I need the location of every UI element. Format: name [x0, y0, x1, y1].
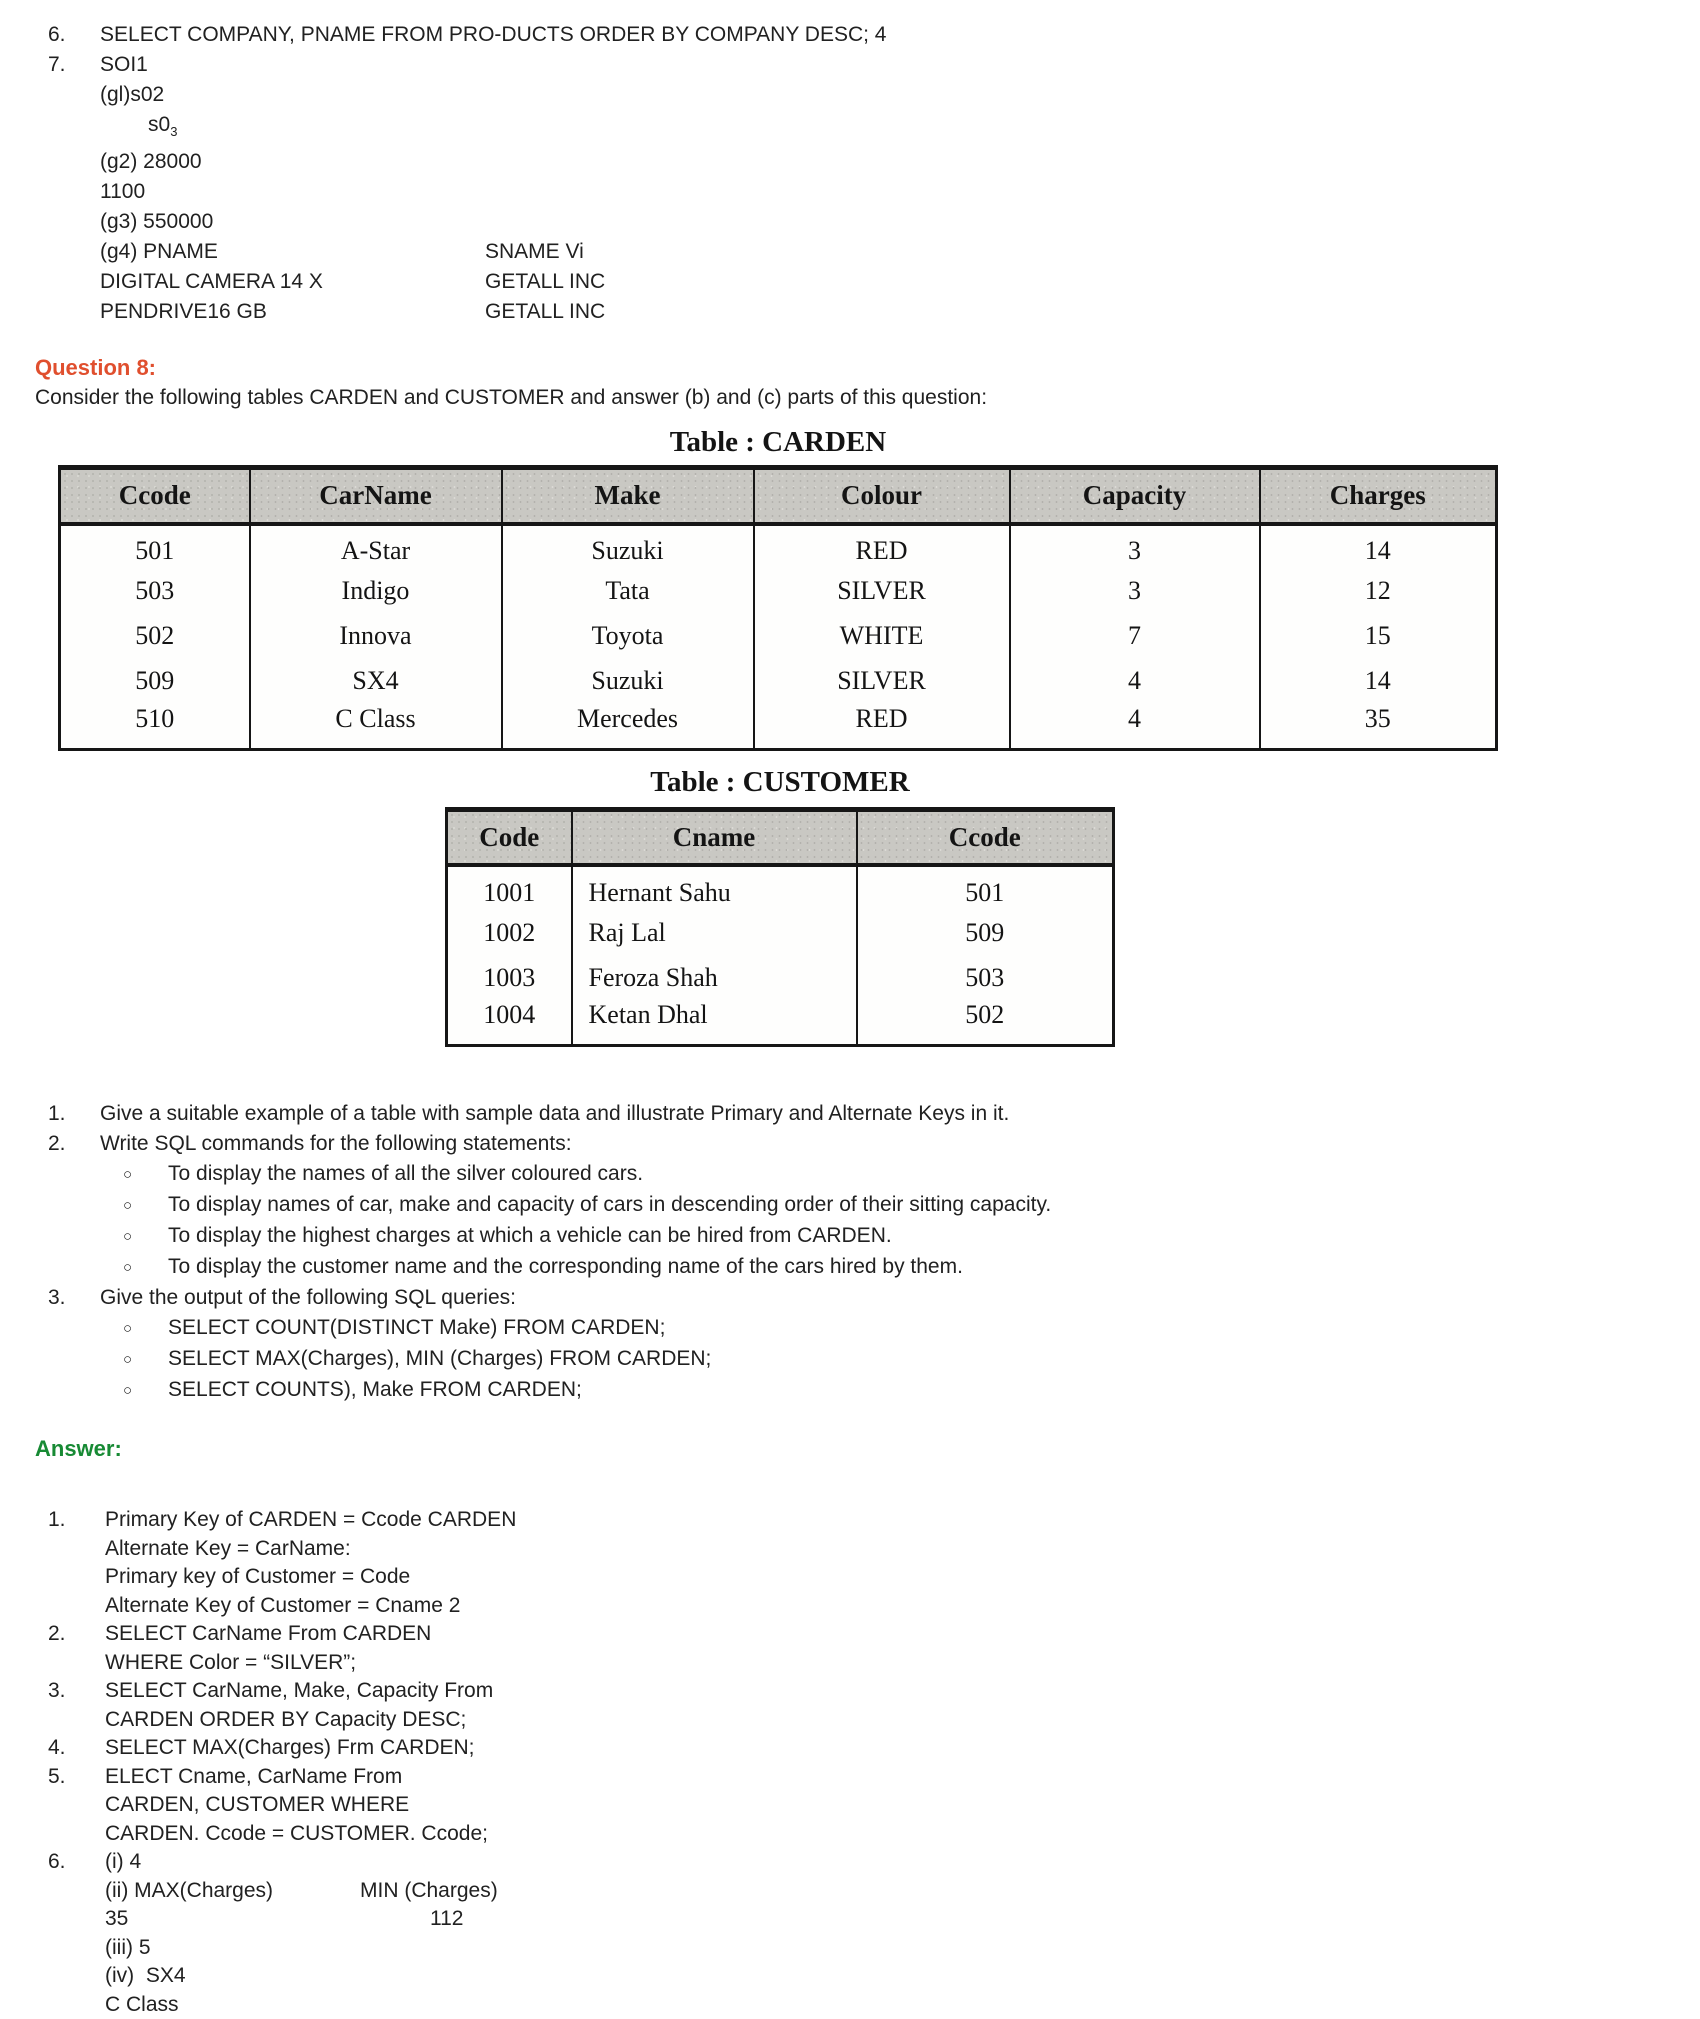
- item-text: SOI1: [100, 53, 148, 76]
- column-header: Charges: [1260, 468, 1497, 524]
- table-cell: 15: [1260, 614, 1497, 659]
- answer-line: Alternate Key = CarName:: [105, 1536, 351, 1560]
- item-text: Give the output of the following SQL queries:: [100, 1286, 516, 1310]
- col1-text: (ii) MAX(Charges): [105, 1878, 274, 1902]
- answer-item: [0, 1620, 1700, 1677]
- answer-line: C Class: [105, 1992, 179, 2016]
- two-column-line: [0, 237, 1700, 267]
- answer-line: (iii) 5: [105, 1935, 151, 1959]
- table-cell: 502: [857, 1000, 1114, 1046]
- carden-table: [58, 465, 1498, 751]
- table-cell: Hernant Sahu: [572, 865, 857, 910]
- two-column-line: [0, 297, 1700, 327]
- table-cell: C Class: [250, 704, 502, 750]
- bullet-text: To display names of car, make and capacity of cars in descending order of their sitting capacity.: [168, 1193, 1052, 1217]
- table-cell: RED: [754, 704, 1010, 750]
- item-number: 3.: [48, 1679, 66, 1703]
- answer-line: ELECT Cname, CarName From: [105, 1764, 403, 1788]
- customer-table: [445, 807, 1115, 1048]
- subscript-base: s0: [148, 113, 171, 136]
- item-number: 2.: [48, 1622, 66, 1646]
- item-number: 1.: [48, 1508, 66, 1532]
- item-text: SELECT COMPANY, PNAME FROM PRO-DUCTS ORDER BY COMPANY DESC; 4: [100, 23, 887, 46]
- answer-line: CARDEN, CUSTOMER WHERE: [105, 1793, 410, 1817]
- sub-line: (g3) 550000: [100, 210, 214, 234]
- bullet-text: To display the names of all the silver coloured cars.: [168, 1162, 644, 1186]
- table-cell: Tata: [502, 569, 754, 614]
- table-row: [60, 569, 1497, 614]
- sub-line: 1100: [100, 180, 146, 204]
- answer-line: SELECT CarName, Make, Capacity From: [105, 1679, 494, 1703]
- circle-bullet-icon: ○: [123, 1351, 133, 1369]
- sub-line: (gl)s02: [100, 83, 165, 106]
- answer-lines: [105, 1734, 1700, 1763]
- top-numbered-list: [0, 20, 1700, 327]
- table-cell: Feroza Shah: [572, 955, 857, 1000]
- answer-lines: [105, 1848, 1700, 2019]
- item-text: Give a suitable example of a table with sample data and illustrate Primary and Alternate Keys in it.: [100, 1102, 1010, 1126]
- answer-lines: [105, 1506, 1700, 1620]
- table-cell: A-Star: [250, 524, 502, 569]
- answer-lines: [105, 1677, 1700, 1734]
- table-cell: SILVER: [754, 569, 1010, 614]
- col1-text: PENDRIVE16 GB: [100, 300, 267, 324]
- table-cell: SILVER: [754, 659, 1010, 704]
- column-header: CarName: [250, 468, 502, 524]
- col1-text: 35: [105, 1907, 129, 1931]
- table-cell: Mercedes: [502, 704, 754, 750]
- table-row: [447, 1000, 1114, 1046]
- item-number: 6.: [48, 1850, 66, 1874]
- table-row: [60, 704, 1497, 750]
- table-cell: 4: [1010, 704, 1260, 750]
- circle-bullet-icon: ○: [123, 1259, 133, 1277]
- table-cell: 3: [1010, 569, 1260, 614]
- bullet-item: [0, 1313, 1700, 1344]
- table-cell: 1004: [483, 1000, 536, 1030]
- item-number: 4.: [48, 1736, 66, 1760]
- table-cell: WHITE: [754, 614, 1010, 659]
- answer-item: [0, 1734, 1700, 1763]
- circle-bullet-icon: ○: [123, 1228, 133, 1246]
- answer-line: CARDEN. Ccode = CUSTOMER. Ccode;: [105, 1821, 488, 1845]
- customer-table-title: Table : CUSTOMER: [650, 765, 910, 798]
- table-header-row: [60, 468, 1497, 524]
- column-header: Cname: [572, 809, 857, 865]
- answer-item: [0, 1848, 1700, 2019]
- list-item: [0, 20, 1700, 50]
- circle-bullet-icon: ○: [123, 1382, 133, 1400]
- answer-line: SELECT MAX(Charges) Frm CARDEN;: [105, 1736, 475, 1760]
- bullet-item: [0, 1221, 1700, 1252]
- table-cell: Indigo: [250, 569, 502, 614]
- answer-line: Alternate Key of Customer = Cname 2: [105, 1593, 461, 1617]
- sub-line: [0, 110, 1700, 147]
- table-cell: 510: [135, 703, 175, 733]
- item-number: 3.: [48, 1286, 66, 1310]
- bullet-text: SELECT MAX(Charges), MIN (Charges) FROM CARDEN;: [168, 1347, 712, 1371]
- answers-list: [0, 1506, 1700, 2019]
- question-heading: Question 8:: [35, 355, 157, 381]
- answer-item: [0, 1506, 1700, 1620]
- table-cell: 502: [135, 621, 175, 651]
- answer-item: [0, 1763, 1700, 1849]
- column-header: Code: [447, 809, 572, 865]
- column-header: Capacity: [1010, 468, 1260, 524]
- circle-bullet-icon: ○: [123, 1320, 133, 1338]
- item-text: Write SQL commands for the following statements:: [100, 1132, 572, 1156]
- table-row: [447, 910, 1114, 955]
- item-number: 6.: [48, 23, 66, 46]
- table-cell: 509: [857, 910, 1114, 955]
- table-cell: 4: [1010, 659, 1260, 704]
- answer-line: Primary key of Customer = Code: [105, 1565, 411, 1589]
- table-cell: Suzuki: [502, 659, 754, 704]
- column-header: Make: [502, 468, 754, 524]
- table-row: [447, 955, 1114, 1000]
- table-cell: SX4: [250, 659, 502, 704]
- table-header-row: [447, 809, 1114, 865]
- sub-line: (g2) 28000: [100, 150, 202, 174]
- table-cell: 14: [1260, 659, 1497, 704]
- carden-table-title: Table : CARDEN: [669, 426, 887, 459]
- table-cell: 501: [857, 865, 1114, 910]
- col1-text: DIGITAL CAMERA 14 X: [100, 270, 323, 294]
- carden-table-block: [58, 425, 1498, 751]
- table-cell: Raj Lal: [572, 910, 857, 955]
- answer-item: [0, 1677, 1700, 1734]
- table-cell: 509: [135, 666, 175, 696]
- table-cell: 503: [135, 576, 175, 606]
- table-row: [60, 659, 1497, 704]
- table-cell: Ketan Dhal: [572, 1000, 857, 1046]
- list-item: [0, 1283, 1700, 1313]
- bullet-item: [0, 1159, 1700, 1190]
- column-header: Ccode: [857, 809, 1114, 865]
- table-cell: RED: [754, 524, 1010, 569]
- answer-line: Primary Key of CARDEN = Ccode CARDEN: [105, 1508, 517, 1532]
- answer-line: WHERE Color = “SILVER”;: [105, 1650, 357, 1674]
- table-cell: 12: [1260, 569, 1497, 614]
- col2-text: GETALL INC: [485, 300, 606, 324]
- col2-text: 112: [430, 1907, 464, 1931]
- questions-list: [0, 1099, 1700, 1406]
- question-intro: Consider the following tables CARDEN and CUSTOMER and answer (b) and (c) parts of this question:: [35, 386, 988, 410]
- bullet-text: SELECT COUNT(DISTINCT Make) FROM CARDEN;: [168, 1316, 666, 1340]
- bullet-item: [0, 1344, 1700, 1375]
- table-cell: 1001: [483, 877, 536, 907]
- column-header: Colour: [754, 468, 1010, 524]
- bullet-text: SELECT COUNTS), Make FROM CARDEN;: [168, 1378, 582, 1402]
- bullet-text: To display the customer name and the corresponding name of the cars hired by them.: [168, 1255, 963, 1279]
- answer-line: SELECT CarName From CARDEN: [105, 1622, 432, 1646]
- answer-line: (i) 4: [105, 1850, 142, 1874]
- list-item: [0, 1099, 1700, 1129]
- bullet-item: [0, 1190, 1700, 1221]
- table-cell: 35: [1260, 704, 1497, 750]
- table-cell: 1002: [483, 917, 536, 947]
- answer-two-column-line: [105, 1877, 1700, 1906]
- col2-text: SNAME Vi: [485, 240, 584, 264]
- bullet-text: To display the highest charges at which a vehicle can be hired from CARDEN.: [168, 1224, 892, 1248]
- col1-text: (g4) PNAME: [100, 240, 218, 264]
- table-cell: 501: [135, 536, 175, 566]
- circle-bullet-icon: ○: [123, 1166, 133, 1184]
- bullet-item: [0, 1252, 1700, 1283]
- circle-bullet-icon: ○: [123, 1197, 133, 1215]
- bullet-item: [0, 1375, 1700, 1406]
- table-row: [60, 524, 1497, 569]
- item-number: 7.: [48, 53, 66, 76]
- col2-text: GETALL INC: [485, 270, 606, 294]
- answer-line: CARDEN ORDER BY Capacity DESC;: [105, 1707, 467, 1731]
- column-header: Ccode: [60, 468, 250, 524]
- answer-line: (iv) SX4: [105, 1964, 186, 1988]
- table-cell: 7: [1010, 614, 1260, 659]
- list-item: [0, 1129, 1700, 1159]
- answer-two-column-line: [105, 1905, 1700, 1934]
- item-number: 1.: [48, 1102, 66, 1126]
- table-cell: 3: [1010, 524, 1260, 569]
- answer-lines: [105, 1620, 1700, 1677]
- table-cell: Innova: [250, 614, 502, 659]
- table-row: [447, 865, 1114, 910]
- table-row: [60, 614, 1497, 659]
- item-number: 2.: [48, 1132, 66, 1156]
- table-cell: Suzuki: [502, 524, 754, 569]
- table-cell: 503: [857, 955, 1114, 1000]
- table-cell: 1003: [483, 962, 536, 992]
- item-number: 5.: [48, 1764, 66, 1788]
- table-cell: Toyota: [502, 614, 754, 659]
- customer-table-block: [445, 765, 1115, 1048]
- col2-text: MIN (Charges): [360, 1878, 498, 1902]
- subscript-3: 3: [170, 124, 178, 140]
- answer-heading: Answer:: [35, 1436, 122, 1462]
- two-column-line: [0, 267, 1700, 297]
- list-item: [0, 50, 1700, 80]
- answer-lines: [105, 1763, 1700, 1849]
- table-cell: 14: [1260, 524, 1497, 569]
